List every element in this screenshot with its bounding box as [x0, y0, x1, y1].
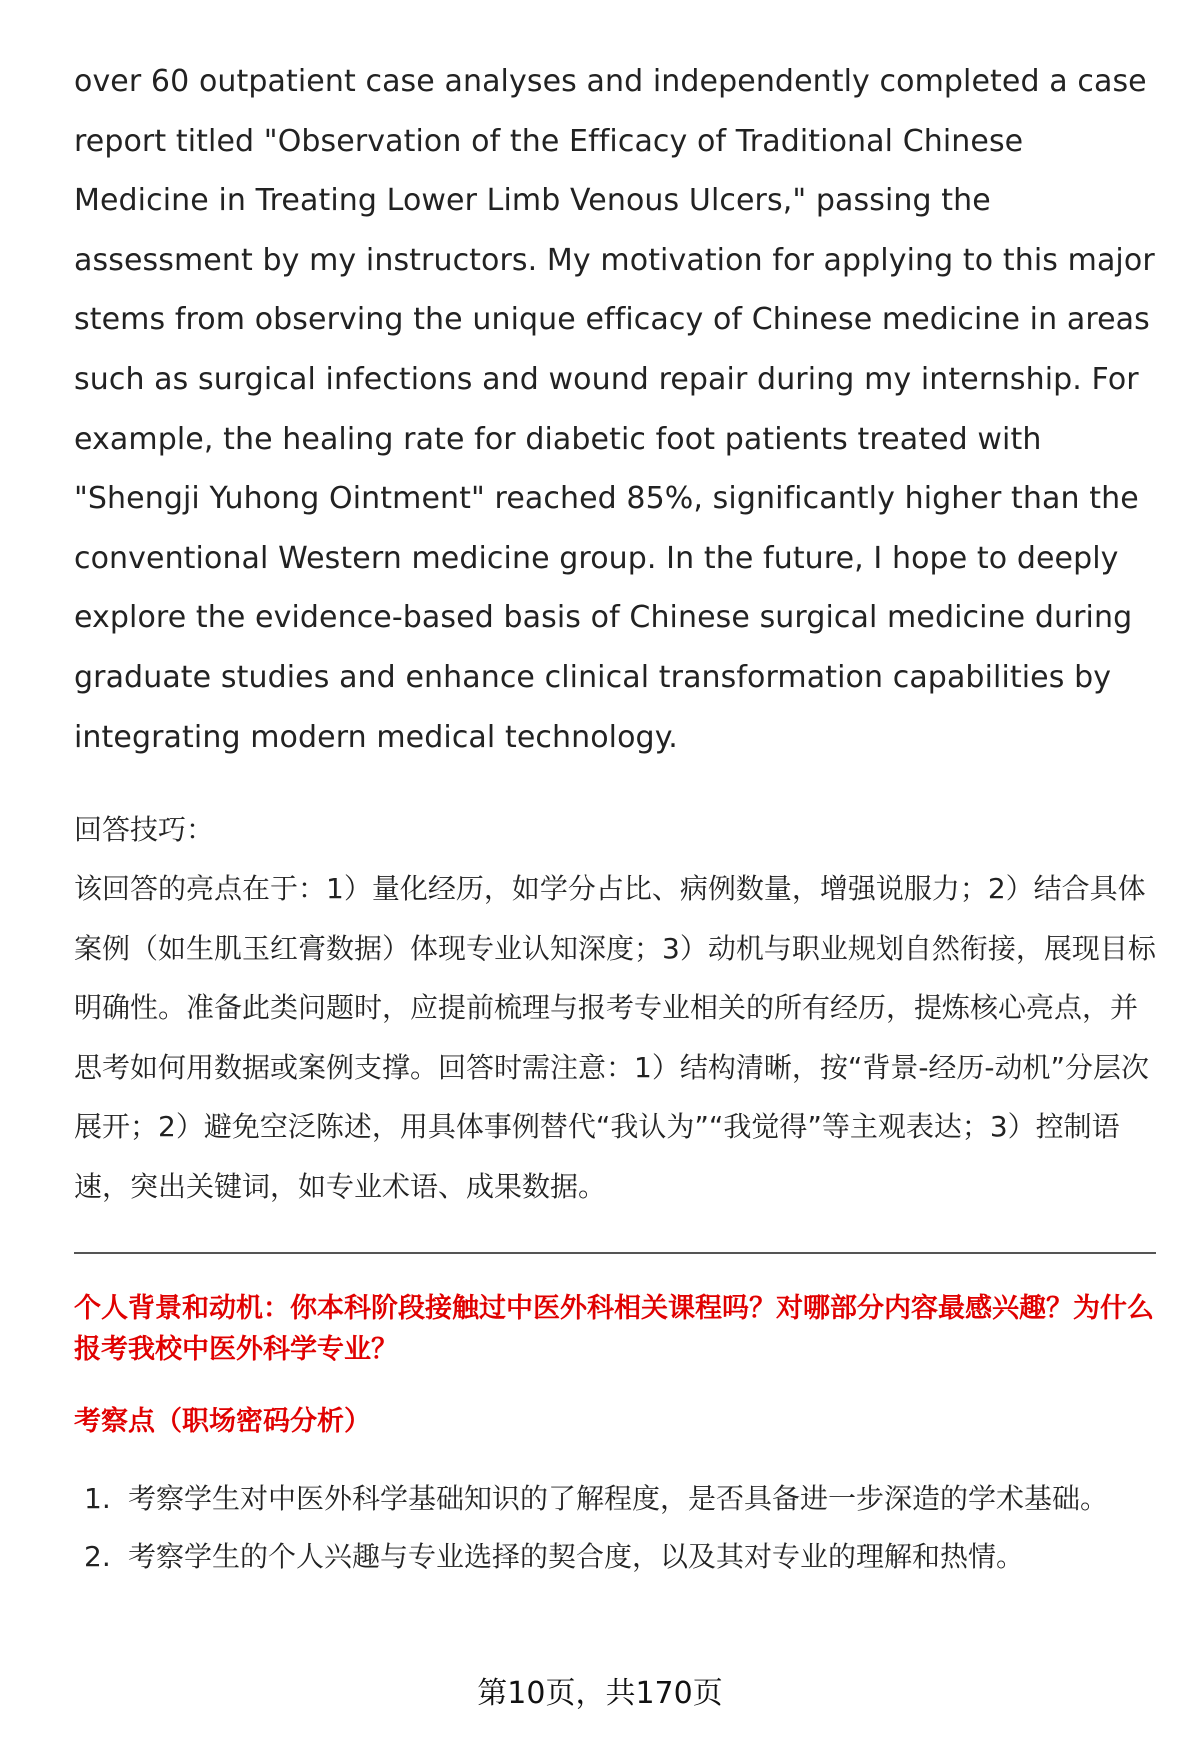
- assessment-points-list: [74, 1470, 1156, 1586]
- document-page: [74, 52, 1156, 1586]
- tips-body: 该回答的亮点在于：1）量化经历，如学分占比、病例数量，增强说服力；2）结合具体案例（如生肌玉红膏数据）体现专业认知深度；3）动机与职业规划自然衔接，展现目标明确性。准备此类问题时，应提前梳理与报考专业相关的所有经历，提炼核心亮点，并思考如何用数据或案例支撑。回答时需注意：1）结构清晰，按“背景-经历-动机”分层次展开；2）避免空泛陈述，用具体事例替代“我认为”“我觉得”等主观表达；3）控制语速，突出关键词，如专业术语、成果数据。: [74, 872, 1156, 1203]
- answer-paragraph: over 60 outpatient case analyses and independently completed a case report titled "Observation of the Efficacy of Traditional Chinese Medicine in Treating Lower Limb Venous Ulcers," passing the assessment by my instructors. My motivation for applying to this major stems from observing the unique efficacy of Chinese medicine in areas such as surgical infections and wound repair during my internship. For example, the healing rate for diabetic foot patients treated with "Shengji Yuhong Ointment" reached 85%, significantly higher than the conventional Western medicine group. In the future, I hope to deeply explore the evidence-based basis of Chinese surgical medicine during graduate studies and enhance clinical transformation capabilities by integrating modern medical technology.: [74, 64, 1155, 755]
- page-number-footer: 第10页，共170页: [477, 1676, 723, 1711]
- section-divider: [74, 1252, 1156, 1254]
- list-item-text: 考察学生的个人兴趣与专业选择的契合度，以及其对专业的理解和热情。: [128, 1540, 1025, 1574]
- list-item-text: 考察学生对中医外科学基础知识的了解程度，是否具备进一步深造的学术基础。: [128, 1482, 1109, 1516]
- section-heading: 考察点（职场密码分析）: [74, 1406, 371, 1438]
- interview-question: 个人背景和动机：你本科阶段接触过中医外科相关课程吗？对哪部分内容最感兴趣？为什么报考我校中医外科学专业？: [74, 1293, 1154, 1366]
- list-item-number: 2.: [84, 1540, 111, 1574]
- list-item-number: 1.: [84, 1482, 111, 1516]
- list-item: [74, 1528, 1156, 1586]
- list-item: [74, 1470, 1156, 1528]
- tips-title: 回答技巧：: [74, 813, 215, 847]
